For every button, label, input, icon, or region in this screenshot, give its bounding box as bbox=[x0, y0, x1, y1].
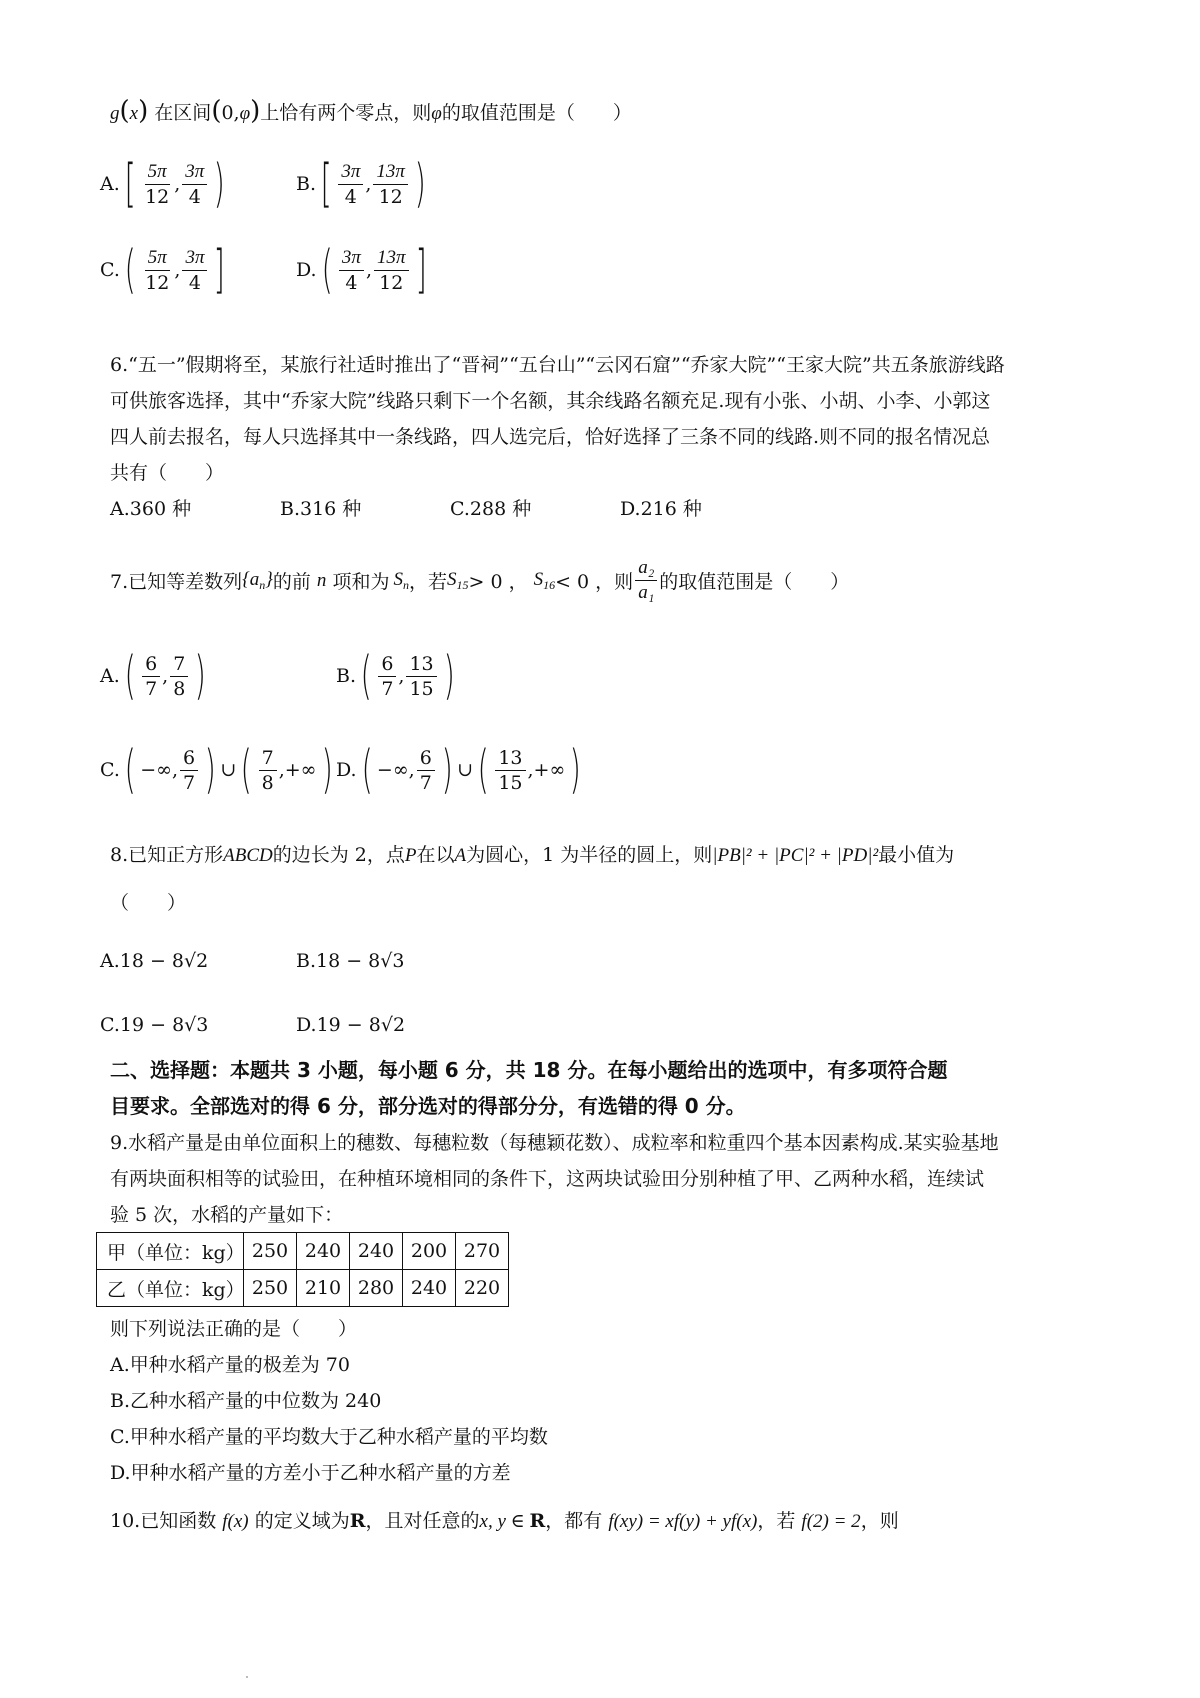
q7-option-b: B. ( $\frac{6}{7}$ , $\frac{13}{15}$ ) bbox=[336, 646, 455, 706]
q8-option-d: D.19 − 8√2 bbox=[296, 1014, 406, 1036]
q9-line-3: 验 5 次，水稻的产量如下： bbox=[110, 1204, 344, 1226]
q8-option-b: B.18 − 8√3 bbox=[296, 950, 405, 972]
table-row bbox=[97, 1233, 509, 1270]
table-cell: 240 bbox=[403, 1270, 456, 1307]
q9-option-b: B.乙种水稻产量的中位数为 240 bbox=[110, 1390, 382, 1412]
q8-stem: 8.已知正方形ABCD的边长为 2，点P在以A为圆心，1 为半径的圆上，则|PB|² + |PC|² + |PD|²最小值为 bbox=[110, 844, 955, 866]
yield-table bbox=[96, 1232, 509, 1307]
q6-option-c: C.288 种 bbox=[450, 498, 532, 520]
q9-line-2: 有两块面积相等的试验田，在种植环境相同的条件下，这两块试验田分别种植了甲、乙两种水稻，连续试 bbox=[110, 1168, 985, 1190]
q8-paren: （ ） bbox=[110, 892, 187, 914]
q9-prompt: 则下列说法正确的是（ ） bbox=[110, 1318, 358, 1340]
table-row-head: 甲（单位：kg） bbox=[97, 1233, 244, 1270]
scan-speck bbox=[246, 1676, 248, 1678]
table-row bbox=[97, 1270, 509, 1307]
q5-option-d: D. ( $\frac{3\pi}{4}$ , $\frac{13\pi}{12}$ ] bbox=[296, 240, 427, 300]
section-2-heading-line-1: 二、选择题：本题共 3 小题，每小题 6 分，共 18 分。在每小题给出的选项中，有多项符合题 bbox=[110, 1058, 948, 1082]
table-cell: 240 bbox=[350, 1233, 403, 1270]
q5-option-a: A. [ $\frac{5\pi}{12}$ , $\frac{3\pi}{4}$ ) bbox=[100, 154, 226, 214]
q7-option-c: C. ( −∞, $\frac{6}{7}$ ) ∪ ( $\frac{7}{8}$ ,+∞ ) bbox=[100, 740, 333, 800]
table-cell: 240 bbox=[297, 1233, 350, 1270]
table-cell: 250 bbox=[244, 1233, 297, 1270]
q7-stem: 7.已知等差数列 $\{a_n\}$ 的前 n 项和为 $S_n$ ，若 $S_{15}$ > 0 ， $S_{16}$ < 0 ，则 $\frac{\text{a₂}}{\text{a₁}}$ 的取值范围是（ ） bbox=[110, 557, 850, 603]
q8-option-c: C.19 − 8√3 bbox=[100, 1014, 209, 1036]
q6-line-4: 共有（ ） bbox=[110, 462, 225, 484]
q6-option-b: B.316 种 bbox=[280, 498, 362, 520]
q5-option-b: B. [ $\frac{3\pi}{4}$ , $\frac{13\pi}{12}$ ) bbox=[296, 154, 426, 214]
table-cell: 200 bbox=[403, 1233, 456, 1270]
table-cell: 210 bbox=[297, 1270, 350, 1307]
q9-option-d: D.甲种水稻产量的方差小于乙种水稻产量的方差 bbox=[110, 1462, 511, 1484]
q6-line-2: 可供旅客选择，其中“乔家大院”线路只剩下一个名额，其余线路名额充足.现有小张、小胡、小李、小郭这 bbox=[110, 390, 991, 412]
q7-option-a: A. ( $\frac{6}{7}$ , $\frac{7}{8}$ ) bbox=[100, 646, 207, 706]
q9-option-c: C.甲种水稻产量的平均数大于乙种水稻产量的平均数 bbox=[110, 1426, 548, 1448]
table-row-head: 乙（单位：kg） bbox=[97, 1270, 244, 1307]
q7-option-d: D. ( −∞, $\frac{6}{7}$ ) ∪ ( $\frac{13}{15}$ ,+∞ ) bbox=[336, 740, 582, 800]
table-cell: 280 bbox=[350, 1270, 403, 1307]
table-cell: 270 bbox=[456, 1233, 509, 1270]
q6-option-a: A.360 种 bbox=[110, 498, 192, 520]
table-cell: 220 bbox=[456, 1270, 509, 1307]
q5-stem: g(x) 在区间(0,φ)上恰有两个零点，则φ的取值范围是（ ） bbox=[110, 96, 632, 126]
q6-line-3: 四人前去报名，每人只选择其中一条线路，四人选完后，恰好选择了三条不同的线路.则不同的报名情况总 bbox=[110, 426, 991, 448]
q9-option-a: A.甲种水稻产量的极差为 70 bbox=[110, 1354, 350, 1376]
q6-option-d: D.216 种 bbox=[620, 498, 702, 520]
q6-line-1: 6.“五一”假期将至，某旅行社适时推出了“晋祠”“五台山”“云冈石窟”“乔家大院”“王家大院”共五条旅游线路 bbox=[110, 354, 1005, 376]
q8-option-a: A.18 − 8√2 bbox=[100, 950, 209, 972]
q10-stem: 10.已知函数 f(x) 的定义域为R，且对任意的x, y ∈ R，都有 f(xy) = xf(y) + yf(x)，若 f(2) = 2，则 bbox=[110, 1510, 899, 1532]
q5-option-c: C. ( $\frac{5\pi}{12}$ , $\frac{3\pi}{4}$ ] bbox=[100, 240, 226, 300]
q9-line-1: 9.水稻产量是由单位面积上的穗数、每穗粒数（每穗颖花数）、成粒率和粒重四个基本因素构成.某实验基地 bbox=[110, 1132, 999, 1154]
table-cell: 250 bbox=[244, 1270, 297, 1307]
section-2-heading-line-2: 目要求。全部选对的得 6 分，部分选对的得部分分，有选错的得 0 分。 bbox=[110, 1094, 746, 1118]
